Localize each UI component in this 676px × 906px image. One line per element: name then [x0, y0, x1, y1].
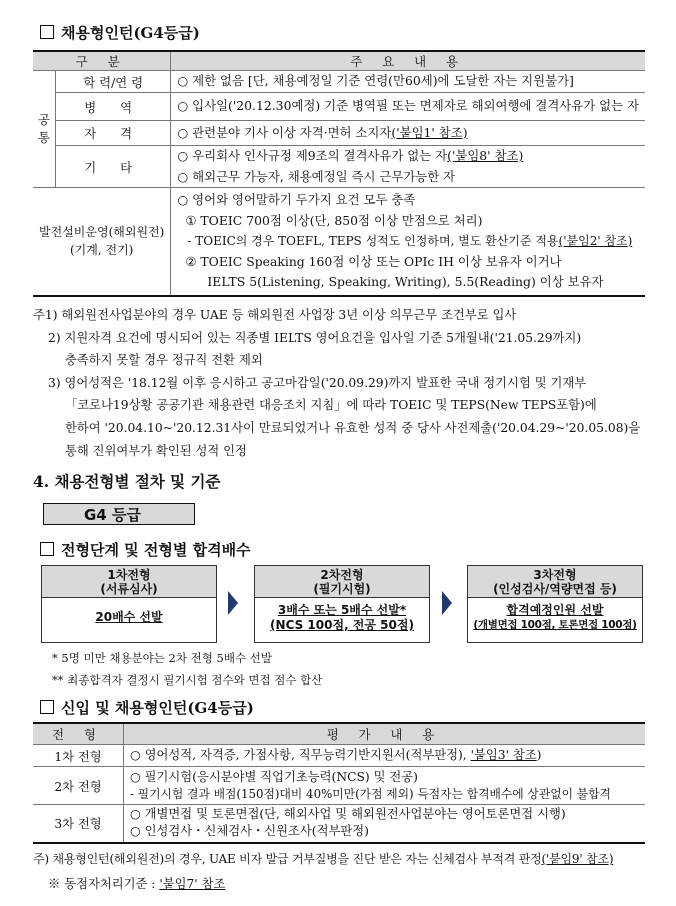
- checkbox-square-icon: [40, 700, 54, 714]
- stage-desc: (개별면접 100점, 토론면접 100점): [473, 619, 637, 631]
- appendix-link[interactable]: ('붙임9' 참조): [541, 852, 614, 866]
- grade-box: G4 등급: [43, 503, 195, 525]
- stage-desc: (NCS 100점, 전공 50점): [270, 618, 414, 632]
- arrow-right-icon: [442, 591, 452, 615]
- row-content: ○ 해외근무 가능자, 채용예정일 즉시 근무가능한 자: [177, 168, 456, 184]
- appendix-link[interactable]: ('붙임2' 참조): [558, 234, 633, 248]
- stage-2-box: [254, 565, 430, 643]
- stage-sub: (인성검사/역량면접 등): [493, 582, 617, 596]
- stage-1-box: [41, 565, 217, 643]
- note-line: 주1) 해외원전사업분야의 경우 UAE 등 해외원전 사업장 3년 이상 의무근무 조건부로 입사: [33, 308, 517, 322]
- table-row: [33, 93, 645, 121]
- row-content: ① TOEIC 700점 이상(단, 850점 이상 만점으로 처리): [185, 212, 483, 228]
- table-header-row: [33, 723, 645, 745]
- row-content: ○ 인성검사・신체검사・신원조사(적부판정): [130, 824, 369, 839]
- eligibility-table: [33, 50, 645, 297]
- footer-note: 주) 채용형인턴(해외원전)의 경우, UAE 비자 발급 거부질병을 진단 받은 자는 신체검사 부적격 판정('붙임9' 참조): [33, 852, 614, 866]
- header-content: 주 요 내 용: [171, 51, 645, 71]
- row-label: 1차 전형: [33, 745, 124, 767]
- table-row: [33, 745, 645, 767]
- footer-note: ※ 동점자처리기준 : '붙임7' 참조: [48, 877, 226, 891]
- row-label: 2차 전형: [33, 767, 124, 805]
- table-row: [33, 71, 645, 93]
- plant-label: 발전설비운영(해외원전) (기계, 전기): [33, 188, 171, 296]
- table-row: [33, 805, 645, 843]
- group-label-common: 공통: [33, 71, 55, 188]
- row-content: ○ 우리회사 인사규정 제9조의 결격사유가 없는 자('붙임8' 참조): [177, 148, 524, 163]
- stage-desc: 3배수 또는 5배수 선발*: [277, 603, 407, 617]
- row-content: ○ 영어성적, 자격증, 가점사항, 직무능력기반지원서(적부판정), '붙임3' 참조): [130, 748, 542, 762]
- row-label: 3차 전형: [33, 805, 124, 843]
- header-category: 구 분: [33, 51, 171, 71]
- table-header-row: [33, 51, 645, 71]
- note-line: 3) 영어성적은 '18.12월 이후 응시하고 공고마감일('20.09.29)까지 발표한 국내 정기시험 및 기재부: [48, 375, 587, 390]
- notes-block: [33, 304, 653, 462]
- note-line: 「코로나19상황 공공기관 채용관련 대응조치 지침」에 따라 TOEIC 및 TEPS(New TEPS포함)에: [65, 398, 597, 413]
- row-label: 학 력/연 령: [55, 71, 170, 93]
- section-title-procedure: 4. 채용전형별 절차 및 기준: [33, 472, 221, 491]
- stage-sub: (필기시험): [313, 582, 371, 596]
- row-content: - 필기시험 결과 배점(150점)대비 40%미만(가점 제외) 득점자는 합격배수에 상관없이 불합격: [130, 786, 611, 801]
- note-line: 충족하지 못할 경우 정규직 전환 제외: [65, 353, 263, 368]
- appendix-link[interactable]: '붙임3' 참조: [470, 748, 537, 762]
- stage-name: 1차전형: [107, 568, 151, 582]
- table-row: [33, 188, 645, 296]
- section-title-intern: 채용형인턴(G4등급): [40, 22, 200, 43]
- stage-note: * 5명 미만 채용분야는 2차 전형 5배수 선발: [52, 651, 272, 665]
- header-stage: 전 형: [33, 723, 124, 745]
- row-content: IELTS 5(Listening, Speaking, Writing), 5.5(Reading) 이상 보유자: [207, 274, 604, 289]
- stage-desc: 20배수 선발: [95, 610, 163, 624]
- note-line: 통해 진위여부가 확인된 성적 인정: [65, 443, 247, 458]
- appendix-link[interactable]: '붙임7' 참조: [159, 877, 226, 891]
- row-content: ○ 관련분야 기사 이상 자격·면허 소지자('붙임1' 참조): [177, 124, 468, 140]
- appendix-link[interactable]: ('붙임8' 참조): [447, 148, 524, 163]
- note-line: 한하여 '20.04.10~'20.12.31사이 만료되었거나 유효한 성적 중 당사 사전제출('20.04.29~'20.05.08)을: [65, 420, 641, 435]
- evaluation-table: [33, 722, 645, 844]
- arrow-right-icon: [228, 591, 238, 615]
- section-title-stages: 전형단계 및 전형별 합격배수: [40, 539, 251, 560]
- row-content: ○ 필기시험(응시분야별 직업기초능력(NCS) 및 전공): [130, 769, 418, 784]
- row-content: - TOEIC의 경우 TOEFL, TEPS 성적도 인정하며, 별도 환산기준 적용('붙임2' 참조): [187, 234, 633, 248]
- table-row: [33, 146, 645, 188]
- stage-name: 3차전형: [533, 568, 577, 582]
- stage-desc: 합격예정인원 선발: [506, 603, 604, 617]
- row-content: ○ 입사일('20.12.30예정) 기준 병역필 또는 면제자로 해외여행에 결격사유가 없는 자: [177, 98, 639, 114]
- header-evaluation: 평 가 내 용: [124, 723, 646, 745]
- table-row: [33, 121, 645, 146]
- row-content: ○ 제한 없음 [단, 채용예정일 기준 연령(만60세)에 도달한 자는 지원불가]: [177, 73, 574, 89]
- checkbox-square-icon: [40, 542, 54, 556]
- row-content: ② TOEIC Speaking 160점 이상 또는 OPIc IH 이상 보유자 이거나: [185, 253, 562, 269]
- stage-3-box: [467, 565, 643, 643]
- note-line: 2) 지원자격 요건에 명시되어 있는 직종별 IELTS 영어요건을 입사일 기준 5개월내('21.05.29까지): [48, 330, 582, 345]
- row-content: ○ 영어와 영어말하기 두가지 요건 모두 충족: [177, 192, 416, 207]
- stage-sub: (서류심사): [100, 582, 158, 596]
- row-content: ○ 개별면접 및 토론면접(단, 해외사업 및 해외원전사업분야는 영어토론면접 시행): [130, 807, 566, 822]
- section-title-evaluation: 신입 및 채용형인턴(G4등급): [40, 697, 254, 718]
- appendix-link[interactable]: ('붙임1' 참조): [391, 124, 468, 140]
- stage-note: ** 최종합격자 결정시 필기시험 점수와 면접 점수 합산: [52, 673, 323, 687]
- row-label: 자 격: [55, 121, 170, 146]
- row-label: 병 역: [55, 93, 170, 121]
- row-label: 기 타: [55, 146, 170, 188]
- stage-name: 2차전형: [320, 568, 364, 582]
- checkbox-square-icon: [40, 25, 54, 39]
- table-row: [33, 767, 645, 805]
